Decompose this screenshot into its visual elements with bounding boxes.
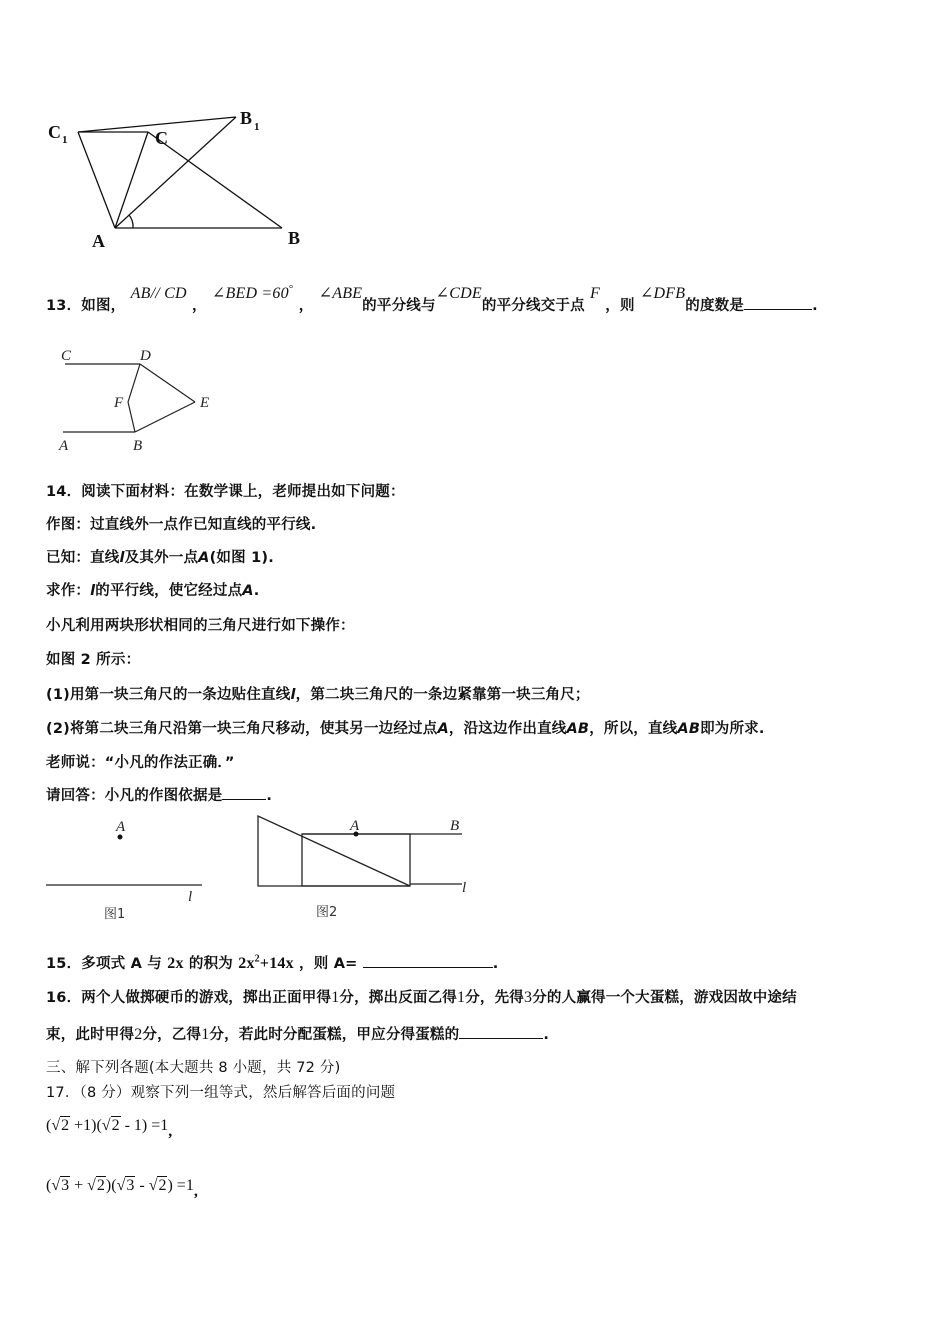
q14-line-6 [46, 648, 140, 669]
q17-title-text: 17．（8 分）观察下列一组等式，然后解答后面的问题 [46, 1085, 396, 1101]
q14-l4a: 求作： [46, 583, 91, 599]
fig12-label-b: B [288, 228, 301, 248]
q14-l2-text: 作图：过直线外一点作已知直线的平行线. [46, 517, 317, 533]
q13-degree: ° [288, 283, 294, 296]
figure-q13-parallel-lines [55, 340, 225, 455]
q16-l1a: 16．两个人做掷硬币的游戏，掷出正面甲得 [46, 990, 332, 1006]
fig14-fig2-label-b: B [450, 818, 460, 834]
section-3-title-text: 三、解下列各题(本大题共 8 小题，共 72 分) [46, 1060, 341, 1076]
q16-l2b: 分，乙得 [142, 1027, 202, 1043]
fig12-label-c: C [155, 128, 168, 148]
q13-sep2: ， [298, 298, 314, 314]
q17-eq2-radicand-1: 3 [61, 1177, 70, 1194]
q13-text3: ，则 [605, 298, 635, 314]
q13-math-point-f: F [590, 285, 601, 302]
q17-equation-1 [46, 1117, 173, 1140]
fig12-label-a: A [92, 231, 105, 251]
q15-text-a: 15．多项式 A 与 [46, 956, 162, 972]
q15-factor-text: 2x [167, 955, 184, 972]
q14-l8e: ，所以，直线 [589, 721, 678, 737]
q17-eq2-p2: + [70, 1177, 88, 1194]
q16-answer-blank[interactable] [459, 1026, 543, 1039]
q17-eq2-sqrt-symbol-1: √ [51, 1177, 61, 1194]
q14-answer-blank[interactable] [222, 787, 266, 800]
q14-line-2 [46, 513, 316, 534]
q16-l2a: 束，此时甲得 [46, 1027, 135, 1043]
fig14-triangle-ruler-1 [258, 816, 410, 886]
q16-l1d: 分的人赢得一个大蛋糕，游戏因故中途结 [532, 990, 797, 1006]
q17-eq2-p3: )( [105, 1177, 117, 1194]
q17-eq1-sqrt-symbol: √ [51, 1117, 61, 1134]
q16-n3: 3 [524, 989, 533, 1006]
q15-product [238, 955, 294, 972]
q17-eq1-radicand-1: 2 [61, 1117, 70, 1134]
q13-text4: 的度数是 [685, 298, 745, 314]
q17-eq2-p1: ( [46, 1177, 52, 1194]
q13-math-angle-dfb: ∠DFB [639, 285, 686, 302]
q13-sep1: ， [191, 298, 207, 314]
q13-angle-bed-text: ∠BED =60 [211, 285, 289, 302]
q14-line-9 [46, 751, 235, 772]
q17-eq2-radicand-2: 2 [96, 1177, 105, 1194]
q16-l2d: . [543, 1027, 550, 1043]
q14-l3-var-a: A [198, 550, 210, 566]
q14-l4-var-a: A [242, 583, 254, 599]
fig13-label-c: C [61, 348, 72, 364]
fig13-label-d: D [140, 348, 151, 364]
q14-l10b: . [266, 788, 273, 804]
q14-line-1 [46, 480, 405, 501]
q17-eq1-sqrt-symbol-2: √ [101, 1117, 111, 1134]
fig14-fig1-caption: 图1 [104, 907, 126, 922]
q13-text1: 的平分线与 [362, 298, 436, 314]
fig14-fig2-caption: 图2 [316, 905, 338, 920]
q16-l1c: 分，先得 [465, 990, 525, 1006]
figure-q14-fig1 [40, 815, 220, 925]
q17-eq1-radicand-2: 2 [111, 1117, 120, 1134]
q15-end: . [492, 956, 499, 972]
q14-l8a: (2)将第二块三角尺沿第一块三角尺移动，使其另一边经过点 [46, 721, 438, 737]
section-3-title [46, 1056, 340, 1077]
q16-n1: 1 [331, 989, 340, 1006]
q13-math-parallel: AB// CD [130, 285, 187, 302]
q14-l5-text: 小凡利用两块形状相同的三角尺进行如下操作： [46, 618, 355, 634]
q14-line-10 [46, 784, 272, 805]
fig12-label-b1-sub: 1 [254, 121, 260, 133]
q14-l8g: 即为所求. [700, 721, 765, 737]
q16-line-2 [46, 1023, 549, 1044]
question-13 [46, 283, 818, 315]
q17-eq1-p2: +1)( [70, 1117, 102, 1134]
q15-text-c: 的积为 [188, 956, 234, 972]
q14-l4c: 的平行线，使它经过点 [95, 583, 243, 599]
q14-line-4 [46, 579, 259, 600]
fig14-fig1-point-a [118, 835, 123, 840]
q13-text2: 的平分线交于点 [481, 298, 585, 314]
fig13-label-e: E [200, 395, 210, 411]
q13-answer-blank[interactable] [744, 297, 812, 310]
fig14-fig2-label-a: A [350, 818, 360, 834]
q14-l8-var-ab1: AB [566, 721, 590, 737]
q17-eq2-radicand-3: 3 [126, 1177, 135, 1194]
q13-math-angle-bed [211, 283, 294, 302]
q15-product-term1: 2x [238, 955, 255, 972]
q17-eq2-p5: ) =1 [167, 1177, 194, 1194]
q13-end: . [812, 298, 818, 314]
q17-equation-2 [46, 1177, 198, 1200]
q17-eq2-radicand-4: 2 [158, 1177, 167, 1194]
q14-line-7 [46, 683, 590, 704]
q14-l7-var-l: l [290, 687, 296, 703]
q14-l4-var-l: l [90, 583, 96, 599]
q14-l6-text: 如图 2 所示： [46, 652, 141, 668]
q15-answer-blank[interactable] [363, 955, 493, 968]
q16-n2: 1 [457, 989, 466, 1006]
fig14-fig1-label-l: l [188, 889, 193, 905]
q15-exponent: 2 [254, 953, 260, 965]
fig14-fig2-label-l: l [462, 880, 467, 896]
q14-l8-var-ab2: AB [677, 721, 701, 737]
fig12-label-c1: C [48, 122, 61, 142]
figure-q14-fig2 [250, 810, 480, 925]
q14-line-5 [46, 614, 355, 635]
figure-q12-triangles [40, 105, 320, 255]
q17-eq1-p3: - 1) =1 [120, 1117, 169, 1134]
q13-math-angle-cde: ∠CDE [435, 285, 482, 302]
q17-eq2-sqrt-symbol-2: √ [87, 1177, 96, 1194]
fig12-label-c1-sub: 1 [62, 134, 68, 146]
q14-l1-text: 14．阅读下面材料：在数学课上，老师提出如下问题： [46, 484, 405, 500]
q14-l3-var-l: l [119, 550, 125, 566]
q14-line-8 [46, 717, 765, 738]
q14-l8c: ，沿这边作出直线 [448, 721, 567, 737]
fig14-fig1-label-a: A [116, 819, 126, 835]
fig12-label-b1: B [240, 108, 253, 128]
q14-l3a: 已知：直线 [46, 550, 120, 566]
question-15 [46, 952, 498, 973]
q14-l7a: (1)用第一块三角尺的一条边贴住直线 [46, 687, 291, 703]
q14-l10a: 请回答：小凡的作图依据是 [46, 788, 223, 804]
fig13-label-f: F [114, 395, 124, 411]
q13-math-angle-abe: ∠ABE [318, 285, 363, 302]
q14-l4e: . [253, 583, 260, 599]
question-17-title [46, 1081, 395, 1102]
fig13-label-b: B [133, 438, 143, 454]
q14-l3c: 及其外一点 [124, 550, 199, 566]
q16-n5: 1 [201, 1026, 210, 1043]
q16-l2c: 分，若此时分配蛋糕，甲应分得蛋糕的 [209, 1027, 460, 1043]
q14-l3e: (如图 1). [209, 550, 274, 566]
q15-product-term2: +14x [259, 955, 294, 972]
q15-factor [167, 955, 183, 972]
q17-eq2-tail: , [193, 1183, 198, 1200]
q17-eq1-tail: , [168, 1123, 173, 1140]
q15-text-g: ，则 A= [299, 956, 358, 972]
q17-eq2-sqrt-symbol-3: √ [116, 1177, 126, 1194]
q13-number: 13．如图， [46, 298, 126, 314]
q16-line-1 [46, 986, 797, 1007]
q14-l9-text: 老师说：“小凡的作法正确．” [46, 755, 235, 771]
q17-eq1-p1: ( [46, 1117, 52, 1134]
q17-eq2-p4: - [135, 1177, 149, 1194]
q14-l7c: ，第二块三角尺的一条边紧靠第一块三角尺； [295, 687, 590, 703]
fig13-label-a: A [59, 438, 69, 454]
q14-l8-var-a: A [437, 721, 449, 737]
q14-line-3 [46, 546, 274, 567]
q16-l1b: 分，掷出反面乙得 [339, 990, 457, 1006]
q17-eq2-sqrt-symbol-4: √ [148, 1177, 158, 1194]
q16-n4: 2 [134, 1026, 143, 1043]
